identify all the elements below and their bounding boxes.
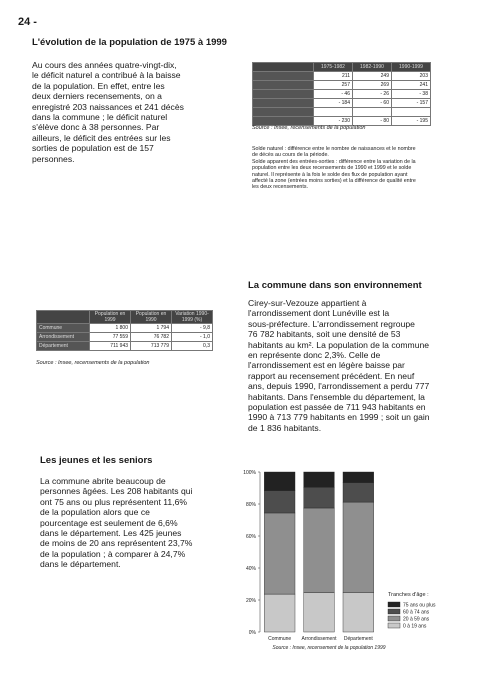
section2-table (36, 310, 213, 351)
legend-label: 60 à 74 ans (403, 609, 430, 616)
table-header-cell (253, 63, 314, 72)
paragraph-line: sous-préfecture. L'arrondissement regroupe (248, 318, 415, 329)
section2-title: La commune dans son environnement (248, 280, 422, 291)
age-structure-chart (236, 462, 460, 662)
section3-paragraph (40, 476, 240, 570)
table-cell: - 184 (314, 99, 353, 108)
y-tick-label: 40% (245, 566, 256, 572)
legend-title: Tranches d'âge : (388, 592, 429, 598)
table-cell: 0,3 (172, 342, 213, 351)
paragraph-line: population est passée de 711 943 habitants en (248, 402, 426, 413)
table-row (37, 342, 213, 351)
legend-label: 75 ans ou plus (403, 602, 436, 609)
table-row (37, 324, 213, 333)
bar-segment (304, 472, 335, 487)
paragraph-line: le déficit naturel a contribué à la baisse (32, 70, 181, 81)
table-cell: 269 (353, 81, 392, 90)
paragraph-line: l'arrondissement dont Lunéville est la (248, 308, 390, 319)
table-cell: 211 (314, 72, 353, 81)
table-header-cell: Variation 1990-1999 (%) (172, 311, 213, 324)
note-line: les deux recensements. (252, 184, 308, 191)
y-tick-label: 80% (245, 502, 256, 508)
paragraph-line: ans, depuis 1990, l'arrondissement a perdu 777 (248, 381, 430, 392)
bar-segment (264, 513, 295, 594)
table-cell: - 230 (314, 117, 353, 126)
bar-segment (343, 592, 374, 632)
section1-title: L'évolution de la population de 1975 à 1999 (32, 37, 227, 48)
table-header-cell: Population en 1990 (131, 311, 172, 324)
table-cell (253, 72, 314, 81)
paragraph-line: 1990 à 713 779 habitants en 1999 ; soit un gain (248, 412, 430, 423)
y-tick-label: 100% (243, 470, 256, 476)
table-row (253, 90, 431, 99)
table-row (253, 99, 431, 108)
paragraph-line: La commune abrite beaucoup de (40, 476, 166, 486)
bar-segment (343, 502, 374, 592)
table-cell: Département (37, 342, 90, 351)
paragraph-line: enregistré 203 naissances et 241 décès (32, 101, 184, 112)
table-cell: - 157 (392, 99, 431, 108)
table-cell: 1 794 (131, 324, 172, 333)
section3-title: Les jeunes et les seniors (40, 455, 153, 466)
section2-table-source: Source : Insee, recensements de la population (36, 360, 150, 366)
table-cell: 241 (392, 81, 431, 90)
table-cell: 711 943 (90, 342, 131, 351)
table-cell: Arrondissement (37, 333, 90, 342)
bar-segment (304, 508, 335, 593)
table-cell: 76 782 (131, 333, 172, 342)
paragraph-line: Cirey-sur-Vezouze appartient à (248, 298, 367, 308)
paragraph-line: habitants au km². La population de la commune (248, 339, 430, 350)
legend-label: 0 à 19 ans (403, 623, 427, 630)
table-cell: 713 779 (131, 342, 172, 351)
table-row (37, 333, 213, 342)
section1-paragraph (32, 60, 242, 164)
table-row (253, 108, 431, 117)
note-line: population entre les deux recensements de 1990 et 1999 et le solde (252, 165, 412, 172)
table-cell: - 26 (353, 90, 392, 99)
chart-source: Source : Insee, recensement de la population 1999 (272, 645, 386, 651)
bar-segment (304, 593, 335, 632)
legend-swatch (388, 623, 400, 628)
note-line: Solde apparent des entrées-sorties : différence entre la variation de la (252, 158, 416, 165)
bar-segment (264, 594, 295, 632)
table-header-cell: 1975-1982 (314, 63, 353, 72)
bar-segment (264, 491, 295, 513)
x-tick-label: Département (343, 636, 373, 642)
bar-segment (264, 472, 295, 491)
paragraph-line: sorties de population est de 157 (32, 143, 154, 154)
paragraph-line: pourcentage est seulement de 6,6% (40, 517, 178, 528)
paragraph-line: de la population alors que ce (40, 507, 150, 518)
paragraph-line: ont 75 ans ou plus représentent 11,6% (40, 496, 187, 507)
bar-segment (343, 483, 374, 503)
paragraph-line: de moins de 20 ans représentent 23,7% (40, 538, 193, 549)
y-tick-label: 20% (245, 598, 256, 604)
table-header-cell: 1982-1990 (353, 63, 392, 72)
y-tick-label: 0% (248, 630, 256, 636)
paragraph-line: de la population. En effet, entre les (32, 80, 165, 91)
table-cell: - 9,8 (172, 324, 213, 333)
legend-swatch (388, 609, 400, 614)
note-line: Solde naturel : différence entre le nombre de naissances et le nombre (252, 146, 416, 152)
table-cell (353, 108, 392, 117)
table-cell: - 80 (353, 117, 392, 126)
table-header-cell: Population en 1999 (90, 311, 131, 324)
table-cell (314, 108, 353, 117)
page-number: 24 - (18, 16, 37, 28)
legend-label: 20 à 59 ans (403, 616, 430, 623)
paragraph-line: en représente donc 2,3%. Celle de (248, 350, 381, 361)
section1-notes (252, 146, 448, 191)
table-row (253, 72, 431, 81)
note-line: naturel. Il représente à la fois le solde des flux de population ayant (252, 171, 408, 178)
paragraph-line: ailleurs, le déficit des entrées sur les (32, 132, 171, 143)
table-cell: - 46 (314, 90, 353, 99)
note-line: de décès au cours de la période. (252, 152, 329, 159)
paragraph-line: dans le département. Les 425 jeunes (40, 528, 182, 539)
table-cell (253, 90, 314, 99)
table-cell: 257 (314, 81, 353, 90)
bar-segment (343, 472, 374, 483)
section2-paragraph (248, 298, 464, 433)
y-tick-label: 60% (245, 534, 256, 540)
paragraph-line: dans le département. (40, 559, 121, 570)
table-cell (253, 81, 314, 90)
note-line: affecté la zone (entrées moins sorties) et la différence de qualité entre (252, 178, 416, 185)
table-cell: 203 (392, 72, 431, 81)
paragraph-line: dans la commune ; le déficit naturel (32, 112, 168, 123)
table-cell: 249 (353, 72, 392, 81)
paragraph-line: personnes âgées. Les 208 habitants qui (40, 486, 193, 497)
table-cell (253, 99, 314, 108)
table-cell: 1 800 (90, 324, 131, 333)
table-cell (392, 108, 431, 117)
paragraph-line: 76 782 habitants, soit une densité de 53 (248, 329, 401, 340)
paragraph-line: de la population ; à comparer à 24,7% (40, 548, 186, 559)
paragraph-line: habitants. Dans l'ensemble du département, la (248, 391, 425, 402)
paragraph-line: l'arrondissement est en légère baisse par (248, 360, 405, 371)
section1-table-source: Source : Insee, recensements de la population (252, 125, 366, 131)
table-cell: - 60 (353, 99, 392, 108)
x-tick-label: Arrondissement (301, 636, 337, 642)
paragraph-line: de 1 836 habitants. (248, 422, 322, 433)
x-tick-label: Commune (268, 636, 292, 642)
table-cell: 77 559 (90, 333, 131, 342)
paragraph-line: personnes. (32, 153, 75, 164)
paragraph-line: Au cours des années quatre-vingt-dix, (32, 60, 177, 70)
table-cell (253, 108, 314, 117)
legend-swatch (388, 602, 400, 607)
table-cell: - 38 (392, 90, 431, 99)
section1-table (252, 62, 431, 126)
table-cell: Commune (37, 324, 90, 333)
table-cell: - 195 (392, 117, 431, 126)
legend-swatch (388, 616, 400, 621)
paragraph-line: s'élève donc à 38 personnes. Par (32, 122, 160, 133)
paragraph-line: rapport au recensement précédent. En neuf (248, 370, 415, 381)
table-row (253, 81, 431, 90)
bar-segment (304, 487, 335, 508)
table-header-cell (37, 311, 90, 324)
table-cell: - 1,0 (172, 333, 213, 342)
paragraph-line: deux derniers recensements, on a (32, 91, 162, 102)
table-header-cell: 1990-1999 (392, 63, 431, 72)
